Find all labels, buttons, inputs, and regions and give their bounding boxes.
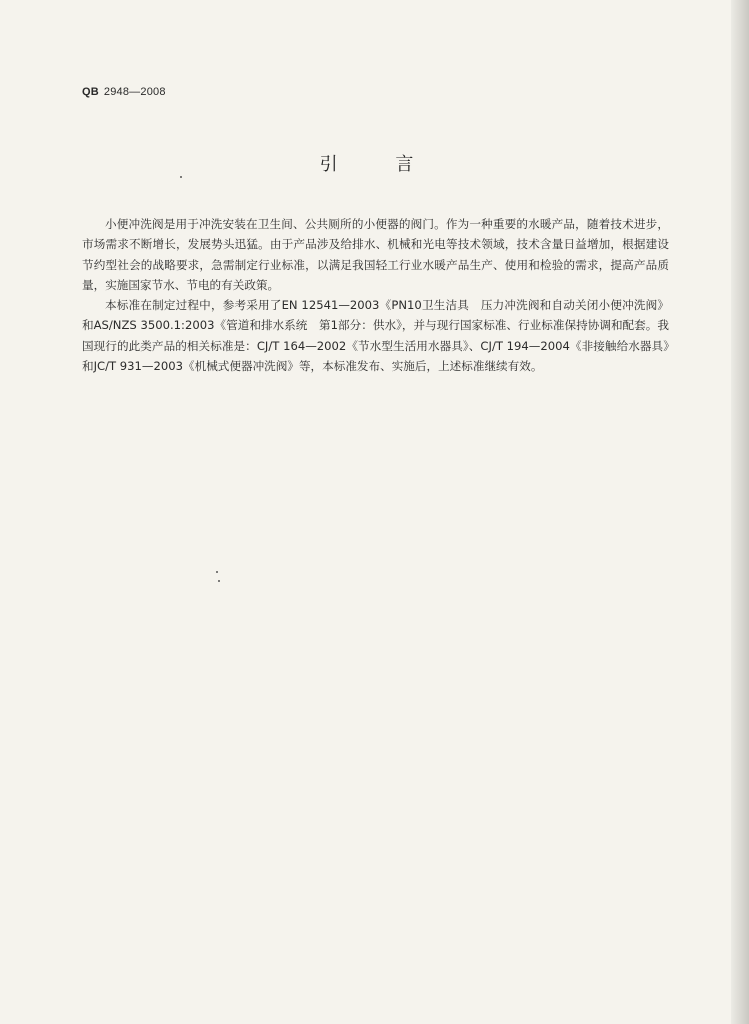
paragraph-1: 小便冲洗阀是用于冲洗安装在卫生间、公共厕所的小便器的阀门。作为一种重要的水暖产品，随着技术进步，市场需求不断增长，发展势头迅猛。由于产品涉及给排水、机械和光电等技术领域，技术含量日益增加，根据建设节约型社会的战略要求，急需制定行业标准，以满足我国轻工行业水暖产品生产、使用和检验的需求，提高产品质量，实施国家节水、节电的有关政策。 bbox=[82, 217, 669, 292]
page-spine bbox=[731, 0, 749, 1024]
dot-mark bbox=[218, 580, 220, 582]
dot-mark bbox=[180, 176, 182, 178]
document-code-prefix: QB bbox=[82, 86, 99, 98]
body-text bbox=[82, 214, 669, 376]
dot-mark bbox=[216, 571, 218, 573]
paragraph-2: 本标准在制定过程中，参考采用了EN 12541—2003《PN10卫生洁具 压力冲洗阀和自动关闭小便冲洗阀》和AS/NZS 3500.1:2003《管道和排水系统 第1部分：供水》，并与现行国家标准、行业标准保持协调和配套。我国现行的此类产品的相关标准是：CJ/T 164—2002《节水型生活用水器具》、CJ/T 194—2004《非接触给水器具》和JC/T 931—2003《机械式便器冲洗阀》等，本标准发布、实施后，上述标准继续有效。 bbox=[82, 298, 669, 374]
document-code bbox=[82, 86, 166, 98]
document-code-number: 2948—2008 bbox=[103, 86, 166, 98]
page-title: 引 言 bbox=[319, 154, 440, 175]
